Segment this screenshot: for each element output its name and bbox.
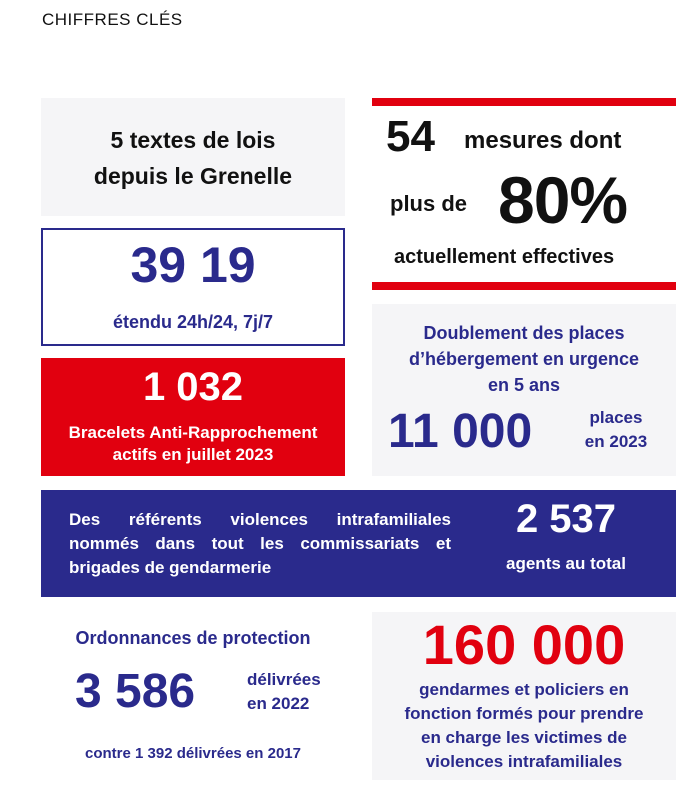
bracelets-number: 1 032 [142,365,244,409]
card-hebergement [372,304,676,476]
hebergement-number: 11 000 [388,405,533,458]
card-textes-de-lois [41,98,345,216]
card-referents [41,490,676,597]
mesures-percent: 80% [498,163,628,237]
ordonnances-number: 3 586 [75,665,196,718]
card-gendarmes [372,612,676,780]
ordonnances-unit [247,668,321,716]
red-rule-top [372,98,676,106]
card-mesures [372,98,676,290]
bracelets-caption [41,422,345,466]
hebergement-line-3: en 5 ans [487,375,561,395]
referents-caption: agents au total [506,554,626,573]
bracelets-line-2: actifs en juillet 2023 [112,445,274,464]
ligne-text: étendu 24h/24, 7j/7 [112,312,274,332]
hebergement-line-1: Doublement des places [423,323,625,343]
referents-line-2: nommés dans tout les commissariats et [69,534,451,553]
referents-line-3: brigades de gendarmerie [69,558,272,577]
referents-number: 2 537 [515,497,617,541]
ordonnances-footer: contre 1 392 délivrées en 2017 [85,745,301,762]
gendarmes-line-2: fonction formés pour prendre [404,704,644,723]
red-rule-bottom [372,282,676,290]
gendarmes-line-1: gendarmes et policiers en [419,680,629,699]
mesures-text-2: actuellement effectives [394,246,615,268]
mesures-number: 54 [386,112,435,161]
mesures-prefix: plus de [390,191,468,216]
gendarmes-number: 160 000 [422,613,626,676]
hebergement-unit [568,406,664,454]
ordonnances-unit-1: délivrées [247,670,321,689]
ligne-number: 39 19 [130,237,256,293]
hebergement-unit-2: en 2023 [584,432,648,451]
gendarmes-text [372,678,676,774]
bracelets-line-1: Bracelets Anti-Rapprochement [68,423,318,442]
referents-line-1: Des référents violences intrafamiliales [69,510,451,529]
page-title: CHIFFRES CLÉS [42,10,183,29]
card-ligne-3919 [41,228,345,346]
card-bracelets [41,358,345,476]
gendarmes-line-4: violences intrafamiliales [425,752,623,771]
hebergement-line-2: d’hébergement en urgence [408,349,640,369]
card-ordonnances [41,612,345,780]
gendarmes-line-3: en charge les victimes de [421,728,627,747]
lois-line-2: depuis le Grenelle [93,163,293,189]
lois-line-1: 5 textes de lois [110,127,276,153]
mesures-text-1: mesures dont [464,127,622,154]
ordonnances-heading: Ordonnances de protection [75,628,311,648]
referents-text [69,508,451,580]
lois-text [41,122,345,194]
hebergement-unit-1: places [589,408,643,427]
ordonnances-unit-2: en 2022 [247,694,310,713]
hebergement-text [372,320,676,398]
